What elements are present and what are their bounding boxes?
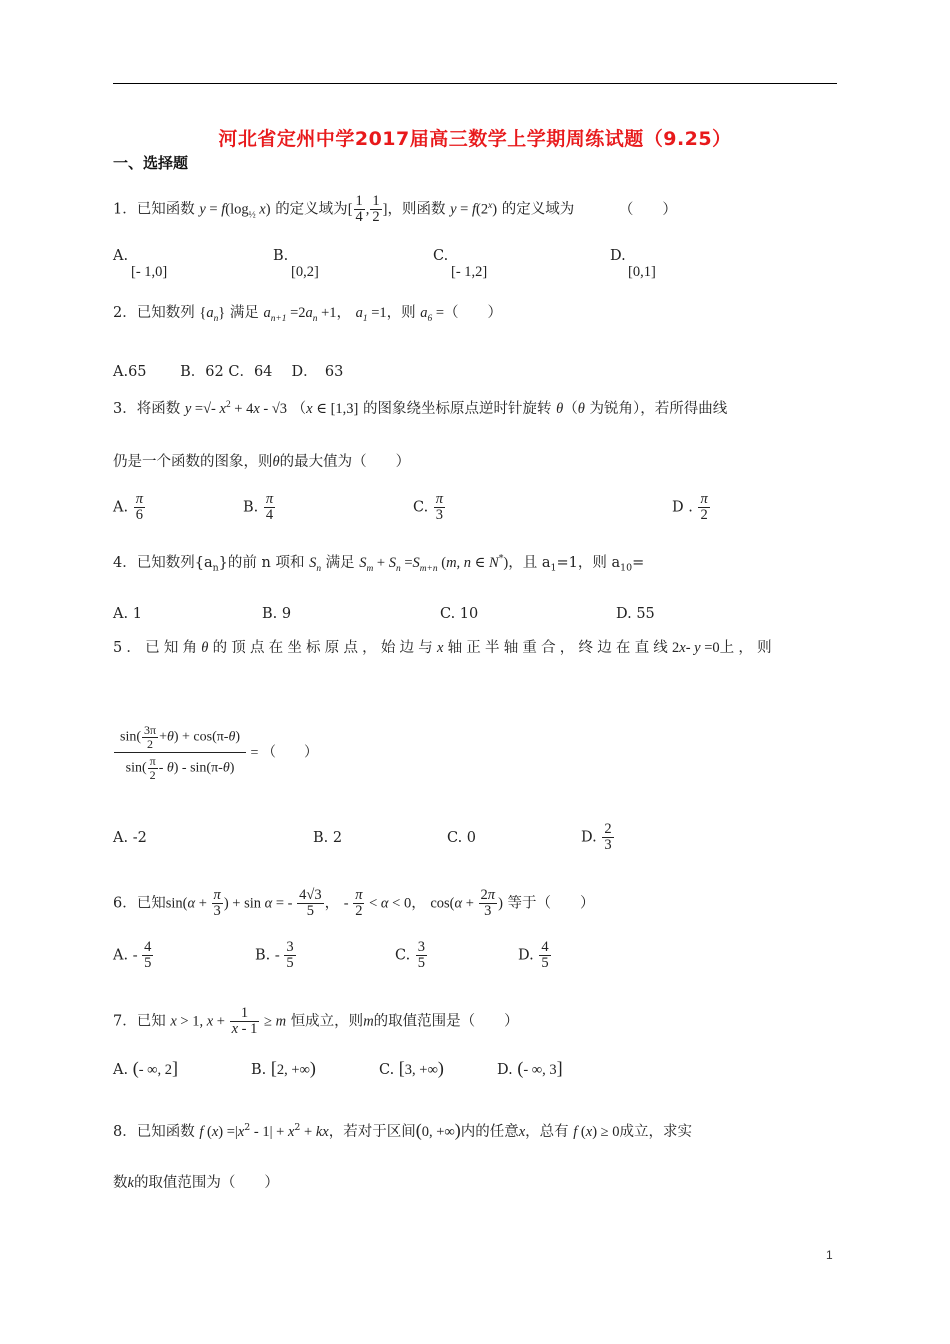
question-4: 4．已知数列$\{a_n\}$的前 n 项和 $S_n$ 满足 $S_m + S_n =S_{m+n}$ (m, n ∈ N*)，且 $a_1=1$，则 $a_{10}=$ bbox=[113, 553, 645, 574]
question-7: 7．已知 x > 1, x + $\frac{1}{x - 1}$ ≥ m 恒成立，则m的取值范围是（ ） bbox=[113, 1005, 519, 1038]
q4-text-2: ，且 a bbox=[508, 554, 551, 571]
q5-option-a: A. -2 bbox=[113, 830, 147, 846]
q5-option-d: D. $\frac{2}{3}$ bbox=[581, 821, 612, 854]
q1-stem: 1．已知函数 bbox=[113, 201, 195, 218]
q4-text-4: = bbox=[632, 554, 645, 571]
q1-option-a: A. [- 1,0] bbox=[113, 248, 168, 280]
q4-option-c: C. 10 bbox=[440, 606, 479, 622]
q6-option-b: B. - $\frac{3}{5}$ bbox=[255, 939, 294, 972]
q1-option-d: D. [0,1] bbox=[610, 248, 656, 280]
q1-text-3: 的定义域为 bbox=[501, 201, 575, 218]
q5-expression: sin( $\frac{3\pi}{2}$ +θ) + cos(π-θ) sin( $\frac{\pi}{2}$ - θ) - sin(π-θ) = （ ） bbox=[113, 722, 318, 783]
q7-option-b: B. [2, +∞) bbox=[251, 1058, 316, 1078]
q4-text: 满足 bbox=[325, 554, 355, 571]
q8-stem: 8．已知函数 bbox=[113, 1123, 195, 1140]
answer-paren: （ ） bbox=[444, 305, 503, 321]
q4-text-0: }的前 n 项和 bbox=[218, 554, 305, 571]
q7-stem: 7．已知 bbox=[113, 1013, 166, 1030]
q8-text: ，若对于区间 bbox=[328, 1123, 416, 1140]
header-rule bbox=[113, 83, 837, 84]
q3-option-a: A. $\frac{\pi}{6}$ bbox=[113, 491, 143, 524]
q1-option-b: B. [0,2] bbox=[273, 248, 319, 280]
q8-text-5: 数 bbox=[113, 1175, 128, 1191]
q2-text: 满足 bbox=[229, 305, 259, 321]
q8-text-3: ，总有 bbox=[525, 1123, 569, 1140]
q6-stem: 6．已知 bbox=[113, 895, 166, 912]
question-6: 6．已知sin(α + $\frac{\pi}{3}$ ) + sin α = - $\frac{4√3}{5}$ ， - $\frac{\pi}{2}$ < α < 0， cos(α + $\frac{2\pi}{3}$ ) 等于（ ） bbox=[113, 887, 595, 920]
q3-option-c: C. $\frac{\pi}{3}$ bbox=[413, 491, 444, 524]
q1-formula-1: y bbox=[199, 201, 206, 218]
q8-text-2: 内的任意 bbox=[460, 1123, 519, 1140]
q3-option-b: B. $\frac{\pi}{4}$ bbox=[243, 491, 274, 524]
q6-option-a: A. - $\frac{4}{5}$ bbox=[113, 939, 152, 972]
page-title: 河北省定州中学2017届高三数学上学期周练试题（9.25） bbox=[218, 128, 732, 150]
question-1: 1．已知函数 $y = f(\log_{\frac{1}{2}}$ x) 的定义域为[ $\frac{1}{4}$ , $\frac{1}{2}$ ]，则函数 $y = f(2^x)$ 的定义域为 （ ） bbox=[113, 193, 677, 226]
q2-options: A.65 B．62 C．64 D． 63 bbox=[113, 364, 344, 380]
q1-text-2: ，则函数 bbox=[387, 201, 446, 218]
q6-text: ， bbox=[324, 895, 340, 912]
q3-text-4: 的最大值为（ ） bbox=[279, 454, 411, 470]
question-8: 8．已知函数 f $(x) =|x^2 - 1| + x^2$ + kx，若对于区间(0, +∞)内的任意x，总有 f (x) ≥ 0成立，求实 bbox=[113, 1119, 692, 1140]
q4-option-b: B. 9 bbox=[262, 606, 292, 622]
question-2: 2．已知数列 $\{a_n\}$ 满足 $a_{n+1} =2a_n +1$， $a_1 =1$，则 $a_6$ =（ ） bbox=[113, 305, 503, 324]
q6-text-2: ， bbox=[411, 895, 426, 912]
q3-text: 的图象绕坐标原点逆时针旋转 bbox=[362, 400, 552, 417]
answer-paren: （ ） bbox=[618, 201, 677, 218]
q4-option-d: D. 55 bbox=[616, 606, 655, 622]
q7-text-2: 的取值范围是（ ） bbox=[373, 1013, 519, 1030]
q5-text-3: 上，则 bbox=[719, 640, 776, 656]
q4-text-3: =1，则 a bbox=[556, 554, 621, 571]
q7-option-a: A. (- ∞, 2] bbox=[113, 1058, 178, 1078]
page-number: 1 bbox=[826, 1248, 833, 1262]
q3-text-3: 仍是一个函数的图象，则 bbox=[113, 454, 273, 470]
question-3-line-2: 仍是一个函数的图象，则θ的最大值为（ ） bbox=[113, 454, 411, 470]
q8-text-4: 成立，求实 bbox=[619, 1123, 692, 1140]
q5-stem: 5．已知角 bbox=[113, 640, 202, 656]
q3-option-d: D . $\frac{\pi}{2}$ bbox=[672, 491, 708, 524]
q2-text-3: ，则 bbox=[386, 305, 416, 321]
question-3: 3．将函数 y =√- $x^2 + 4x - √3$ （x ∈ [1,3] 的图象绕坐标原点逆时针旋转 θ（θ 为锐角），若所得曲线 bbox=[113, 400, 728, 417]
question-8-line-2: 数k的取值范围为（ ） bbox=[113, 1175, 279, 1191]
q2-text-2: ， bbox=[336, 305, 352, 321]
q1-text: 的定义域为 bbox=[275, 201, 348, 218]
q5-option-c: C. 0 bbox=[447, 830, 477, 846]
question-5: 5．已知角θ的顶点在坐标原点，始边与x轴正半轴重合，终边在直线2x- y =0上，则 bbox=[113, 640, 776, 656]
q5-option-b: B. 2 bbox=[313, 830, 343, 846]
q6-option-d: D. $\frac{4}{5}$ bbox=[518, 939, 549, 972]
q6-text-3: 等于（ ） bbox=[507, 895, 595, 912]
q7-text: 恒成立，则 bbox=[290, 1013, 364, 1030]
q8-text-6: 的取值范围为（ ） bbox=[133, 1175, 279, 1191]
q4-stem: 4．已知数列{a bbox=[113, 554, 213, 571]
q5-text: 的顶点在坐标原点，始边与 bbox=[212, 640, 437, 656]
q5-text-2: 轴正半轴重合，终边在直线 bbox=[447, 640, 673, 656]
q7-option-c: C. [3, +∞) bbox=[379, 1058, 444, 1078]
section-heading: 一、选择题 bbox=[113, 154, 189, 172]
q4-option-a: A. 1 bbox=[113, 606, 142, 622]
q3-stem: 3．将函数 bbox=[113, 400, 181, 417]
q1-option-c: C. [- 1,2] bbox=[433, 248, 488, 280]
answer-paren: （ ） bbox=[261, 744, 318, 761]
q2-stem: 2．已知数列 bbox=[113, 305, 195, 321]
q3-text-2: 为锐角），若所得曲线 bbox=[589, 400, 728, 417]
q6-option-c: C. $\frac{3}{5}$ bbox=[395, 939, 426, 972]
q7-option-d: D. (- ∞, 3] bbox=[497, 1058, 563, 1078]
